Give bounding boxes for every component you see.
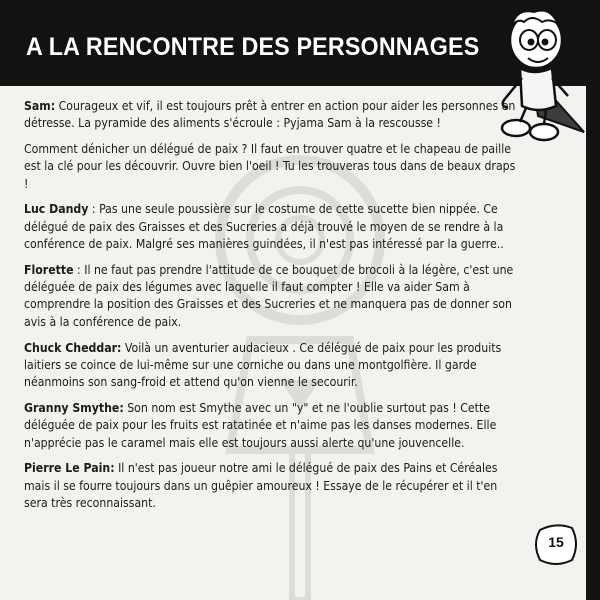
character-description: Son nom est Smythe avec un "y" et ne l'oublie surtout pas ! Cette déléguée de paix pour les fruits est ratatinée et n'aime pas les danses modernes. Elle n'apprécie pas le caramel mais elle est toujours aussi alerte qu'une jouvencelle.	[24, 400, 497, 450]
page-number: 15	[548, 534, 564, 550]
character-description: Voilà un aventurier audacieux . Ce délégué de paix pour les produits laitiers se coince de lui-même sur une corniche ou dans une montgolfière. Il garde néanmoins son sang-froid et attend qu'on vienne le secourir.	[24, 340, 502, 390]
entry-chuck-cheddar	[24, 340, 520, 392]
character-name: Florette	[24, 262, 74, 277]
entry-granny-smythe	[24, 400, 520, 452]
entry-luc-dandy	[24, 201, 520, 253]
intro-text: Comment dénicher un délégué de paix ? Il faut en trouver quatre et le chapeau de paille est la clé pour les découvrir. Ouvre bien l'oeil ! Tu les trouveras tous dans de beaux draps !	[24, 142, 516, 191]
character-description: : Pas une seule poussière sur le costume de cette sucette bien nippée. Ce délégué de paix des Graisses et des Sucreries a déjà trouvé le moyen de se rendre à la conférence de paix. Malgré ses manières guindées, il n'est pas intéressé par la guerre..	[24, 202, 504, 252]
character-description: Courageux et vif, il est toujours prêt à entrer en action pour aider les personnes en détresse. La pyramide des aliments s'écroule : Pyjama Sam à la rescousse !	[24, 99, 516, 131]
page-number-badge	[534, 522, 578, 566]
page-title: A LA RENCONTRE DES PERSONNAGES	[26, 33, 480, 61]
entry-pierre-le-pain	[24, 460, 520, 512]
character-name: Luc Dandy	[24, 202, 89, 217]
entry-florette	[24, 262, 520, 331]
character-name: Granny Smythe:	[24, 400, 124, 415]
entry-sam	[24, 98, 520, 133]
character-description: : Il ne faut pas prendre l'attitude de ce bouquet de brocoli à la légère, c'est une déléguée de paix des légumes avec laquelle il faut compter ! Elle va aider Sam à comprendre la position des Graisses et des Sucreries et ne manquera pas de donner son avis à la conférence de paix.	[24, 262, 514, 329]
character-description: Il n'est pas joueur notre ami le délégué de paix des Pains et Céréales mais il se fourre toujours dans un guêpier amoureux ! Essaye de le récupérer et il t'en sera très reconnaissant.	[24, 461, 498, 510]
entry-intro-peace-delegates	[24, 141, 520, 193]
character-name: Pierre Le Pain:	[24, 461, 115, 476]
character-name: Chuck Cheddar:	[24, 340, 122, 355]
character-descriptions	[24, 98, 520, 521]
right-edge-bar	[586, 86, 600, 600]
character-name: Sam:	[24, 99, 56, 113]
